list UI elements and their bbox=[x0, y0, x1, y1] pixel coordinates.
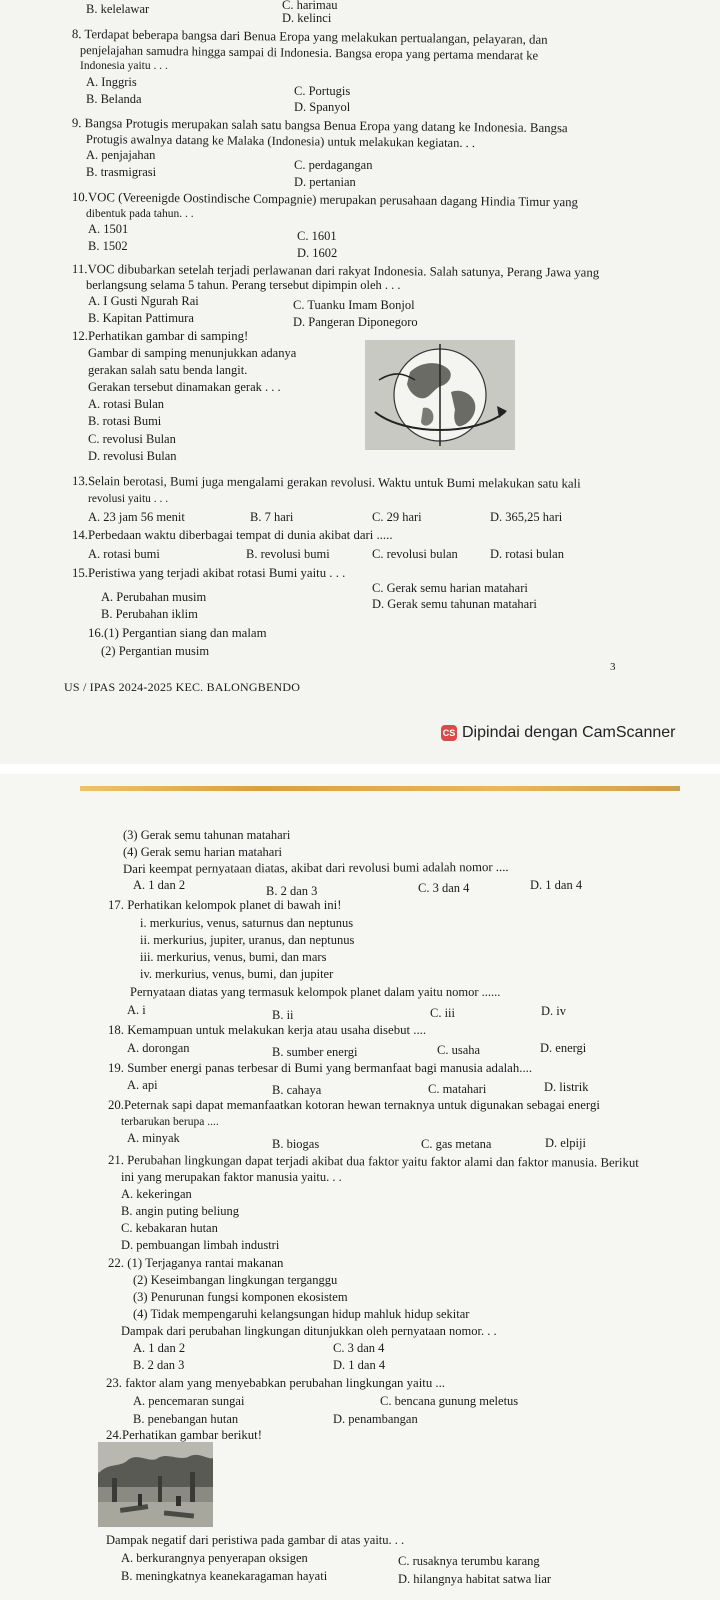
q12-text-3: gerakan salah satu benda langit. bbox=[88, 363, 248, 377]
q22-option-c: C. 3 dan 4 bbox=[333, 1341, 385, 1355]
q17-item-iv: iv. merkurius, venus, bumi, dan jupiter bbox=[140, 967, 334, 981]
q10-text: 10.VOC (Vereenigde Oostindische Compagnie) merupakan perusahaan dagang Hindia Timur yang bbox=[71, 190, 579, 210]
q20-text-2: terbarukan berupa .... bbox=[121, 1116, 219, 1128]
q12-text-2: Gambar di samping menunjukkan adanya bbox=[88, 346, 297, 360]
q21-text: 21. Perubahan lingkungan dapat terjadi akibat dua faktor yaitu faktor alami dan faktor manusia. Berikut bbox=[107, 1153, 639, 1170]
q16-option-c: C. 3 dan 4 bbox=[418, 881, 470, 895]
q11-option-b: B. Kapitan Pattimura bbox=[88, 311, 194, 325]
q17-option-c: C. iii bbox=[430, 1006, 456, 1020]
q15-option-c: C. Gerak semu harian matahari bbox=[372, 581, 528, 595]
q23-option-b: B. penebangan hutan bbox=[133, 1412, 239, 1426]
q22-statement-4: (4) Tidak mempengaruhi kelangsungan hidup mahluk hidup sekitar bbox=[133, 1307, 470, 1321]
q19-option-d: D. listrik bbox=[544, 1080, 589, 1094]
q12-text: 12.Perhatikan gambar di samping! bbox=[72, 329, 249, 343]
q7-option-c: C. harimau bbox=[282, 0, 338, 12]
q24-option-d: D. hilangnya habitat satwa liar bbox=[398, 1572, 552, 1586]
q18-option-d: D. energi bbox=[540, 1041, 587, 1055]
q7-option-b: B. kelelawar bbox=[86, 2, 150, 16]
q17-text: 17. Perhatikan kelompok planet di bawah ini! bbox=[108, 898, 342, 912]
q18-option-a: A. dorongan bbox=[127, 1041, 190, 1055]
page-fold-line bbox=[80, 786, 680, 791]
q22-statement-1: 22. (1) Terjaganya rantai makanan bbox=[108, 1256, 284, 1270]
q24-question: Dampak negatif dari peristiwa pada gambar di atas yaitu. . . bbox=[106, 1533, 405, 1547]
q12-text-4: Gerakan tersebut dinamakan gerak . . . bbox=[88, 380, 281, 394]
q10-text-2: dibentuk pada tahun. . . bbox=[86, 208, 194, 220]
q22-statement-3: (3) Penurunan fungsi komponen ekosistem bbox=[133, 1290, 348, 1304]
q17-item-i: i. merkurius, venus, saturnus dan neptunus bbox=[140, 916, 354, 930]
q8-option-c: C. Portugis bbox=[294, 84, 351, 98]
q15-option-b: B. Perubahan iklim bbox=[101, 607, 198, 621]
q22-question: Dampak dari perubahan lingkungan ditunjukkan oleh pernyataan nomor. . . bbox=[121, 1324, 497, 1338]
q19-option-b: B. cahaya bbox=[272, 1083, 322, 1097]
q14-option-a: A. rotasi bumi bbox=[88, 547, 160, 561]
tree-trunk bbox=[112, 1478, 117, 1504]
tree-stump bbox=[176, 1496, 181, 1506]
q24-option-b: B. meningkatnya keanekaragaman hayati bbox=[121, 1569, 328, 1583]
q7-option-d: D. kelinci bbox=[282, 11, 332, 25]
earth-rotation-illustration bbox=[365, 340, 515, 450]
q21-option-d: D. pembuangan limbah industri bbox=[121, 1238, 280, 1252]
q8-option-a: A. Inggris bbox=[86, 75, 137, 89]
q9-option-a: A. penjajahan bbox=[86, 148, 156, 162]
q12-option-d: D. revolusi Bulan bbox=[88, 449, 177, 463]
q15-option-a: A. Perubahan musim bbox=[101, 590, 207, 604]
q13-text-2: revolusi yaitu . . . bbox=[88, 493, 169, 505]
q23-option-d: D. penambangan bbox=[333, 1412, 418, 1426]
tree-stump bbox=[138, 1494, 142, 1506]
q11-option-a: A. I Gusti Ngurah Rai bbox=[88, 294, 199, 308]
q24-option-c: C. rusaknya terumbu karang bbox=[398, 1554, 540, 1568]
q23-text: 23. faktor alam yang menyebabkan perubahan lingkungan yaitu ... bbox=[106, 1376, 446, 1390]
q21-option-c: C. kebakaran hutan bbox=[121, 1221, 218, 1235]
q18-text: 18. Kemampuan untuk melakukan kerja atau usaha disebut .... bbox=[108, 1023, 427, 1037]
q16-option-b: B. 2 dan 3 bbox=[266, 884, 318, 898]
q14-option-c: C. revolusi bulan bbox=[372, 547, 458, 561]
q13-option-c: C. 29 hari bbox=[372, 510, 422, 524]
q17-item-iii: iii. merkurius, venus, bumi, dan mars bbox=[140, 950, 327, 964]
q17-option-d: D. iv bbox=[541, 1004, 566, 1018]
q14-option-b: B. revolusi bumi bbox=[246, 547, 330, 561]
q13-option-a: A. 23 jam 56 menit bbox=[88, 510, 185, 524]
q13-option-b: B. 7 hari bbox=[250, 510, 294, 524]
q12-option-a: A. rotasi Bulan bbox=[88, 397, 165, 411]
q15-option-d: D. Gerak semu tahunan matahari bbox=[372, 597, 537, 611]
q19-text: 19. Sumber energi panas terbesar di Bumi yang bermanfaat bagi manusia adalah.... bbox=[108, 1061, 533, 1075]
q20-text: 20.Peternak sapi dapat memanfaatkan kotoran hewan ternaknya untuk digunakan sebagai energi bbox=[108, 1098, 600, 1112]
q10-option-a: A. 1501 bbox=[88, 222, 129, 236]
q8-text-2: penjelajahan samudra hingga sampai di Indonesia. Bangsa eropa yang pertama mendarat ke bbox=[79, 43, 539, 63]
q22-option-a: A. 1 dan 2 bbox=[133, 1341, 186, 1355]
q24-text: 24.Perhatikan gambar berikut! bbox=[106, 1428, 262, 1442]
q13-text: 13.Selain berotasi, Bumi juga mengalami gerakan revolusi. Waktu untuk Bumi melakukan satu kali bbox=[71, 474, 581, 491]
q21-text-2: ini yang merupakan faktor manusia yaitu. . . bbox=[121, 1170, 342, 1184]
q21-option-b: B. angin puting beliung bbox=[121, 1204, 240, 1218]
q16-option-d: D. 1 dan 4 bbox=[530, 878, 583, 892]
q14-text: 14.Perbedaan waktu diberbagai tempat di dunia akibat dari ..... bbox=[72, 528, 393, 542]
q22-option-d: D. 1 dan 4 bbox=[333, 1358, 386, 1372]
q9-text-2: Protugis awalnya datang ke Malaka (Indonesia) untuk melakukan kegiatan. . . bbox=[85, 132, 476, 151]
page-number: 3 bbox=[610, 661, 616, 673]
q16-option-a: A. 1 dan 2 bbox=[133, 878, 186, 892]
q20-option-d: D. elpiji bbox=[545, 1136, 586, 1150]
q19-option-a: A. api bbox=[127, 1078, 158, 1092]
tree-trunk bbox=[190, 1472, 195, 1504]
q12-option-c: C. revolusi Bulan bbox=[88, 432, 176, 446]
q8-text: 8. Terdapat beberapa bangsa dari Benua Eropa yang melakukan pertualangan, pelayaran, dan bbox=[71, 27, 548, 47]
q18-option-b: B. sumber energi bbox=[272, 1045, 358, 1059]
q16-statement-3: (3) Gerak semu tahunan matahari bbox=[123, 828, 291, 842]
q8-text-3: Indonesia yaitu . . . bbox=[80, 60, 168, 72]
q17-option-b: B. ii bbox=[272, 1008, 294, 1022]
q13-option-d: D. 365,25 hari bbox=[490, 510, 563, 524]
q14-option-d: D. rotasi bulan bbox=[490, 547, 564, 561]
q9-option-b: B. trasmigrasi bbox=[86, 165, 157, 179]
q8-option-b: B. Belanda bbox=[86, 92, 142, 106]
q16-statement-2: (2) Pergantian musim bbox=[101, 644, 210, 658]
q17-item-ii: ii. merkurius, jupiter, uranus, dan neptunus bbox=[140, 933, 355, 947]
q8-option-d: D. Spanyol bbox=[294, 100, 351, 114]
scanned-page-1 bbox=[0, 0, 720, 764]
q16-statement-1: 16.(1) Pergantian siang dan malam bbox=[88, 626, 267, 640]
q12-option-b: B. rotasi Bumi bbox=[88, 414, 162, 428]
tree-trunk bbox=[158, 1476, 162, 1504]
q23-option-c: C. bencana gunung meletus bbox=[380, 1394, 519, 1408]
q10-option-d: D. 1602 bbox=[297, 246, 338, 260]
q20-option-a: A. minyak bbox=[127, 1131, 180, 1145]
camscanner-logo-icon: CS bbox=[441, 725, 457, 741]
camscanner-watermark: Dipindai dengan CamScanner bbox=[462, 724, 676, 741]
q11-text: 11.VOC dibubarkan setelah terjadi perlawanan dari rakyat Indonesia. Salah satunya, Perang Jawa yang bbox=[71, 262, 600, 280]
q9-option-c: C. perdagangan bbox=[294, 158, 373, 172]
q9-text: 9. Bangsa Protugis merupakan salah satu bangsa Benua Eropa yang datang ke Indonesia. Bangsa bbox=[71, 116, 568, 136]
q10-option-b: B. 1502 bbox=[88, 239, 128, 253]
q18-option-c: C. usaha bbox=[437, 1043, 481, 1057]
q11-option-c: C. Tuanku Imam Bonjol bbox=[293, 298, 415, 312]
q21-option-a: A. kekeringan bbox=[121, 1187, 192, 1201]
deforestation-photo bbox=[98, 1442, 213, 1527]
q10-option-c: C. 1601 bbox=[297, 229, 337, 243]
q9-option-d: D. pertanian bbox=[294, 175, 356, 189]
q20-option-c: C. gas metana bbox=[421, 1137, 492, 1151]
q19-option-c: C. matahari bbox=[428, 1082, 487, 1096]
q22-statement-2: (2) Keseimbangan lingkungan terganggu bbox=[133, 1273, 338, 1287]
q16-question: Dari keempat pernyataan diatas, akibat dari revolusi bumi adalah nomor .... bbox=[123, 859, 509, 876]
page-separator bbox=[0, 764, 720, 774]
cleared-ground bbox=[98, 1502, 213, 1527]
q17-option-a: A. i bbox=[127, 1003, 146, 1017]
q16-statement-4: (4) Gerak semu harian matahari bbox=[123, 845, 282, 859]
q22-option-b: B. 2 dan 3 bbox=[133, 1358, 185, 1372]
q11-text-2: berlangsung selama 5 tahun. Perang tersebut dipimpin oleh . . . bbox=[86, 278, 401, 292]
q11-option-d: D. Pangeran Diponegoro bbox=[293, 315, 418, 329]
q23-option-a: A. pencemaran sungai bbox=[133, 1394, 245, 1408]
q24-option-a: A. berkurangnya penyerapan oksigen bbox=[121, 1551, 308, 1565]
q17-question: Pernyataan diatas yang termasuk kelompok planet dalam yaitu nomor ...... bbox=[130, 985, 501, 999]
page-footer: US / IPAS 2024-2025 KEC. BALONGBENDO bbox=[64, 680, 301, 694]
q15-text: 15.Peristiwa yang terjadi akibat rotasi Bumi yaitu . . . bbox=[72, 566, 346, 580]
q20-option-b: B. biogas bbox=[272, 1137, 320, 1151]
